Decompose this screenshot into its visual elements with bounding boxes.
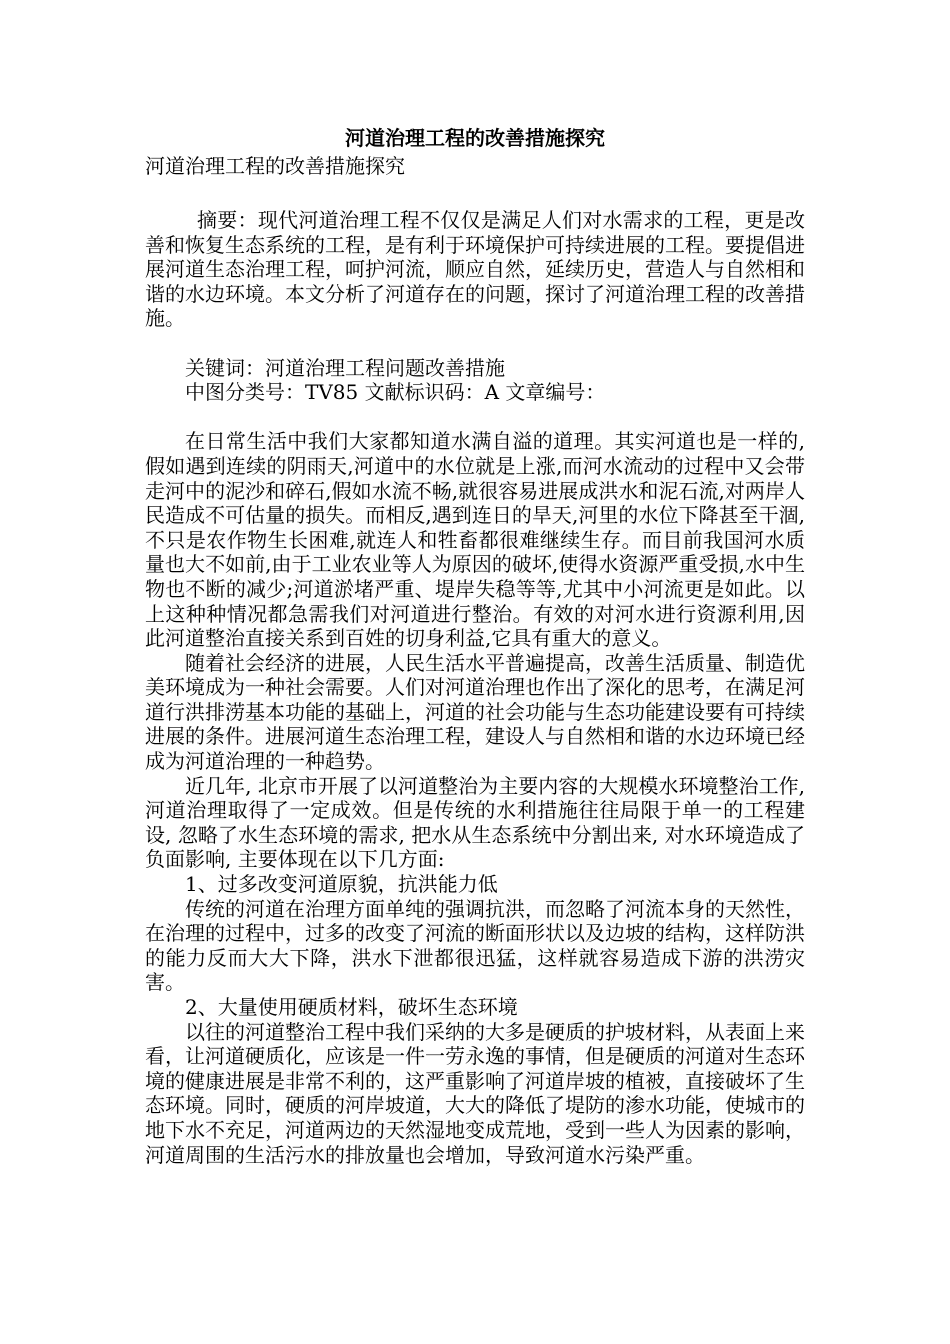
- classification-line: 中图分类号：TV85 文献标识码：A 文章编号：: [185, 380, 606, 405]
- spacer: [145, 331, 805, 356]
- body-paragraph: 随着社会经济的进展，人民生活水平普遍提高，改善生活质量、制造优美环境成为一种社会需要。人们对河道治理也作出了深化的思考，在满足河道行洪排涝基本功能的基础上，河道的社会功能与生态功能建设要有可持续进展的条件。进展河道生态治理工程，建设人与自然相和谐的水边环境已经成为河道治理的一种趋势。: [145, 650, 805, 774]
- abstract-paragraph: 摘要：现代河道治理工程不仅仅是满足人们对水需求的工程，更是改善和恢复生态系统的工程，是有利于环境保护可持续进展的工程。要提倡进展河道生态治理工程，呵护河流，顺应自然，延续历史，营造人与自然相和谐的水边环境。本文分析了河道存在的问题，探讨了河道治理工程的改善措施。: [145, 208, 805, 331]
- spacer: [145, 405, 805, 430]
- body-paragraph: 以往的河道整治工程中我们采纳的大多是硬质的护坡材料，从表面上来看，让河道硬质化，应该是一件一劳永逸的事情，但是硬质的河道对生态环境的健康进展是非常不利的，这严重影响了河道岸坡的植被，直接破坏了生态环境。同时，硬质的河岸坡道，大大的降低了堤防的渗水功能，使城市的地下水不充足，河道两边的天然湿地变成荒地，受到一些人为因素的影响，河道周围的生活污水的排放量也会增加，导致河道水污染严重。: [145, 1019, 805, 1167]
- body-paragraph: 传统的河道在治理方面单纯的强调抗洪，而忽略了河流本身的天然性，在治理的过程中，过多的改变了河流的断面形状以及边坡的结构，这样防洪的能力反而大大下降，洪水下泄都很迅猛，这样就容易造成下游的洪涝灾害。: [145, 896, 805, 995]
- section-heading: 2、大量使用硬质材料，破坏生态环境: [185, 995, 518, 1019]
- document-title: 河道治理工程的改善措施探究: [345, 126, 605, 150]
- document-subtitle: 河道治理工程的改善措施探究: [145, 154, 405, 178]
- section-heading: 1、过多改变河道原貌，抗洪能力低: [185, 872, 498, 897]
- body-paragraph: 在日常生活中我们大家都知道水满自溢的道理。其实河道也是一样的,假如遇到连续的阴雨天,河道中的水位就是上涨,而河水流动的过程中又会带走河中的泥沙和碎石,假如水流不畅,就很容易进展成洪水和泥石流,对两岸人民造成不可估量的损失。而相反,遇到连日的旱天,河里的水位下降甚至干涸,不只是农作物生长困难,就连人和牲畜都很难继续生存。而目前我国河水质量也大不如前,由于工业农业等人为原因的破坏,使得水资源严重受损,水中生物也不断的减少;河道淤堵严重、堤岸失稳等等,尤其中小河流更是如此。以上这种种情况都急需我们对河道进行整治。有效的对河水进行资源利用,因此河道整治直接关系到百姓的切身利益,它具有重大的意义。: [145, 429, 805, 651]
- document-page: [145, 124, 805, 1167]
- body-paragraph: 近几年, 北京市开展了以河道整治为主要内容的大规模水环境整治工作, 河道治理取得了一定成效。但是传统的水利措施往往局限于单一的工程建设, 忽略了水生态环境的需求, 把水从生态系统中分割出来, 对水环境造成了负面影响, 主要体现在以下几方面:: [145, 773, 805, 872]
- keywords-line: 关键词：河道治理工程问题改善措施: [185, 355, 505, 380]
